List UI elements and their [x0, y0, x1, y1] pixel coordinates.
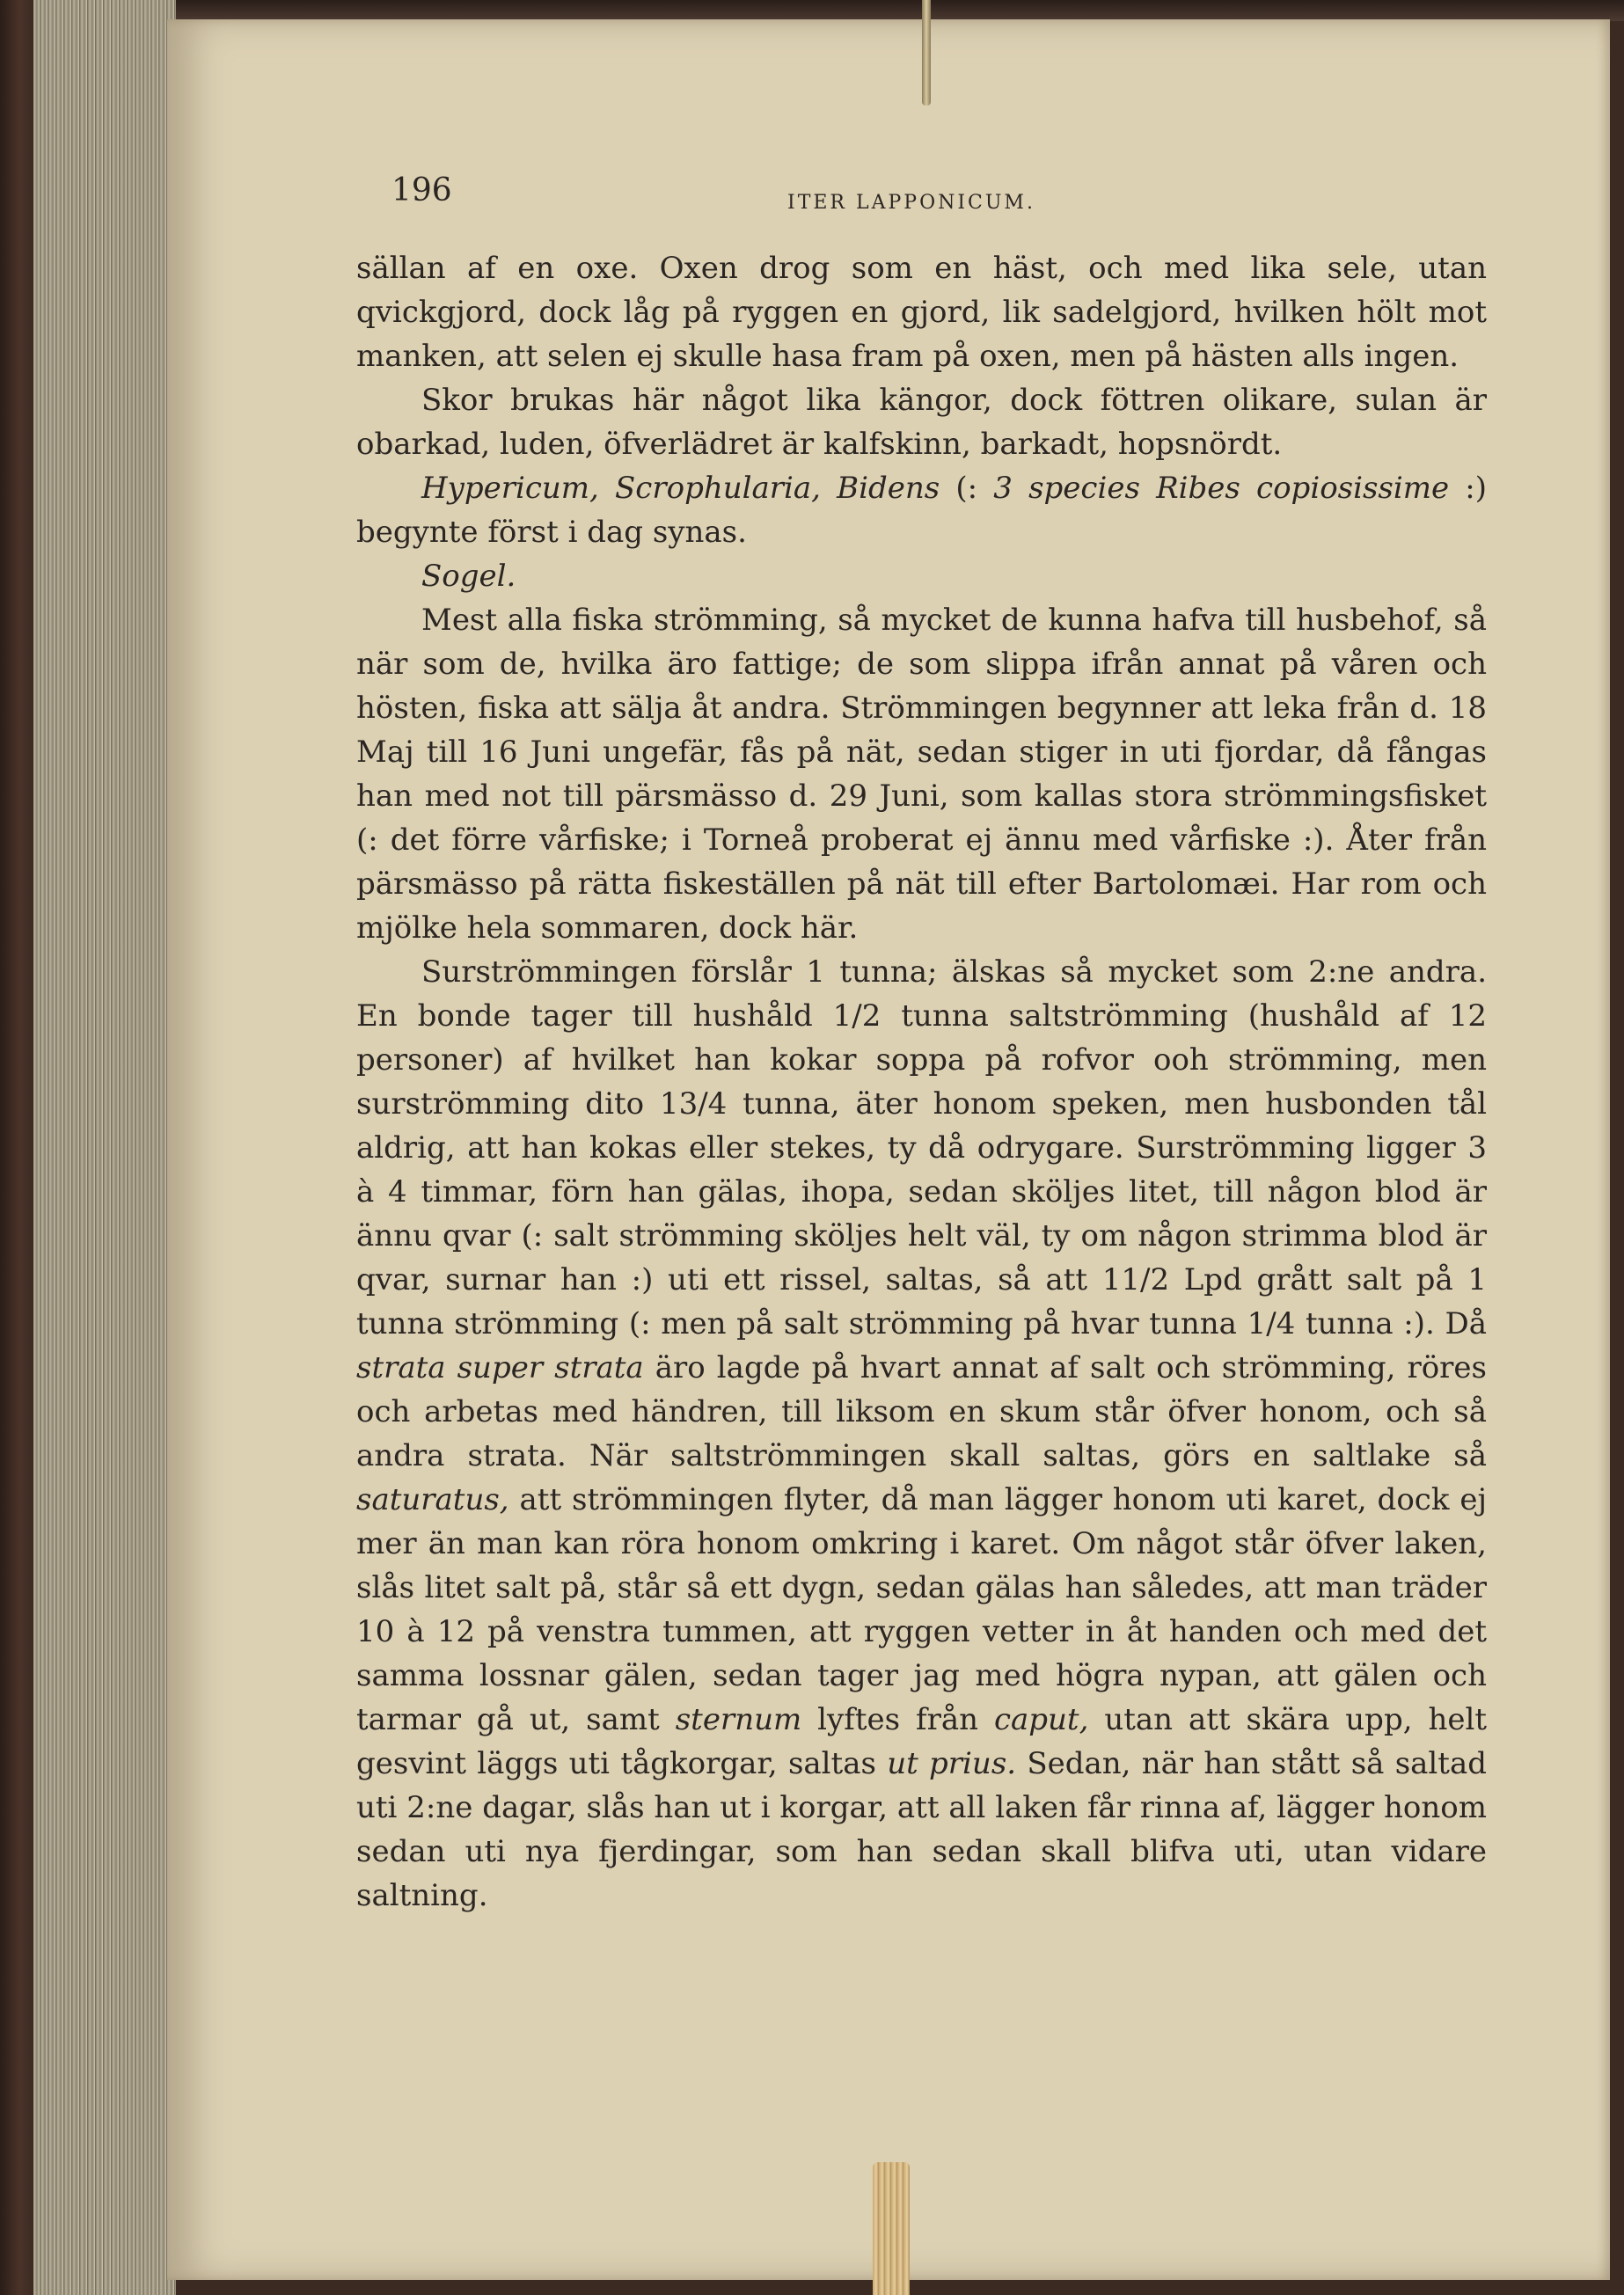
book-cover-edge	[0, 0, 33, 2295]
text-span: Lpd grått salt på 1 tunna strömming (: men på salt strömming på hvar tunna	[356, 1262, 1487, 1341]
latin-phrase: saturatus,	[356, 1482, 509, 1517]
running-head: ITER LAPPONICUM.	[787, 192, 1035, 214]
text-span: (:	[940, 471, 994, 506]
paragraph	[356, 466, 1487, 554]
bookmark-ribbon-bottom	[873, 2162, 910, 2295]
paragraph: sällan af en oxe. Oxen drog som en häst, och med lika sele, utan qvickgjord, dock låg på ryggen en gjord, lik sadelgjord, hvilken hölt mot manken, att selen ej skulle hasa fram på oxen, men på hästen alls ingen.	[356, 251, 1487, 374]
text-span: Sedan, när han stått så saltad uti 2:ne dagar, slås han ut i korgar, att all laken får rinna af, lägger honom sedan uti nya fjerdingar, som han sedan skall blifva uti, utan vidare saltning.	[356, 1746, 1487, 1913]
bookmark-ribbon-top	[922, 0, 931, 106]
fraction: 3/4	[678, 1086, 728, 1122]
text-span: utan att skära upp, helt gesvint läggs uti tågkorgar, saltas	[356, 1702, 1488, 1781]
text-span: tunna, äter honom speken, men husbonden tål aldrig, att han kokas eller stekes, ty då odrygare. Surströmming ligger 3 à 4 timmar, förn han gälas, ihopa, sedan sköljes litet, till någon blod är ännu qvar (: salt strömming sköljes helt väl, ty om någon strimma blod är qvar, surnar han :) uti ett rissel, saltas, så att 1	[356, 1086, 1488, 1297]
fraction: 1/2	[1121, 1262, 1170, 1297]
text-span: att strömmingen flyter, då man lägger honom uti karet, dock ej mer än man kan röra honom omkring i karet. Om något står öfver laken, slås litet salt på, står så ett dygn, sedan gälas han således, att man träder 10 à 12 på venstra tummen, att ryggen vetter in åt handen och med det samma lossnar gälen, sedan tager jag med högra nypan, att gälen och tarmar gå ut, samt	[356, 1482, 1487, 1737]
text-span: äro lagde på hvart annat af salt och strömming, röres och arbetas med händren, till liksom en skum står öfver honom, och så andra strata. När saltströmmingen skall saltas, görs en saltlake så	[356, 1350, 1487, 1473]
text-span: :) begynte först i dag synas.	[356, 471, 1488, 550]
latin-note: 3 species Ribes copiosissime	[993, 471, 1450, 506]
text-span: lyftes från	[801, 1702, 994, 1737]
page-number: 196	[391, 172, 452, 208]
text-span: tunna :). Då	[1295, 1306, 1488, 1341]
text-span: Surströmmingen förslår 1 tunna; älskas så mycket som 2:ne andra. En bonde tager till hushåld	[356, 954, 1487, 1034]
latin-phrase: strata super strata	[356, 1350, 644, 1385]
fraction: 1/2	[832, 998, 881, 1034]
page-body	[356, 246, 1487, 1918]
latin-phrase: ut prius.	[887, 1746, 1017, 1781]
paragraph	[356, 950, 1487, 1918]
fraction: 1/4	[1247, 1306, 1296, 1341]
latin-phrase: caput,	[993, 1702, 1089, 1737]
section-subheading: Sogel.	[421, 559, 516, 594]
book-top-edge	[0, 0, 1624, 21]
latin-species-names: Hypericum, Scrophularia, Bidens	[421, 471, 940, 506]
paragraph: Skor brukas här något lika kängor, dock föttren olikare, sulan är obarkad, luden, öfverlädret är kalfskinn, barkadt, hopsnördt.	[356, 383, 1487, 462]
latin-phrase: sternum	[675, 1702, 802, 1737]
page-header	[391, 172, 1482, 216]
paragraph: Mest alla fiska strömming, så mycket de kunna hafva till husbehof, så när som de, hvilka äro fattige; de som slippa ifrån annat på våren och hösten, fiska att sälja åt andra. Strömmingen begynner att leka från d. 18 Maj till 16 Juni ungefär, fås på nät, sedan stiger in uti fjordar, då fångas han med not till pärsmässo d. 29 Juni, som kallas stora strömmingsfisket (: det förre vårfiske; i Torneå proberat ej ännu med vårfiske :). Åter från pärsmässo på rätta fiskeställen på nät till efter Bartolomæi. Har rom och mjölke hela sommaren, dock här.	[356, 603, 1487, 946]
text-span: tunna saltströmming (hushåld af 12 personer) af hvilket han kokar soppa på rofvor ooh strömming, men surströmming dito 1	[356, 998, 1487, 1122]
